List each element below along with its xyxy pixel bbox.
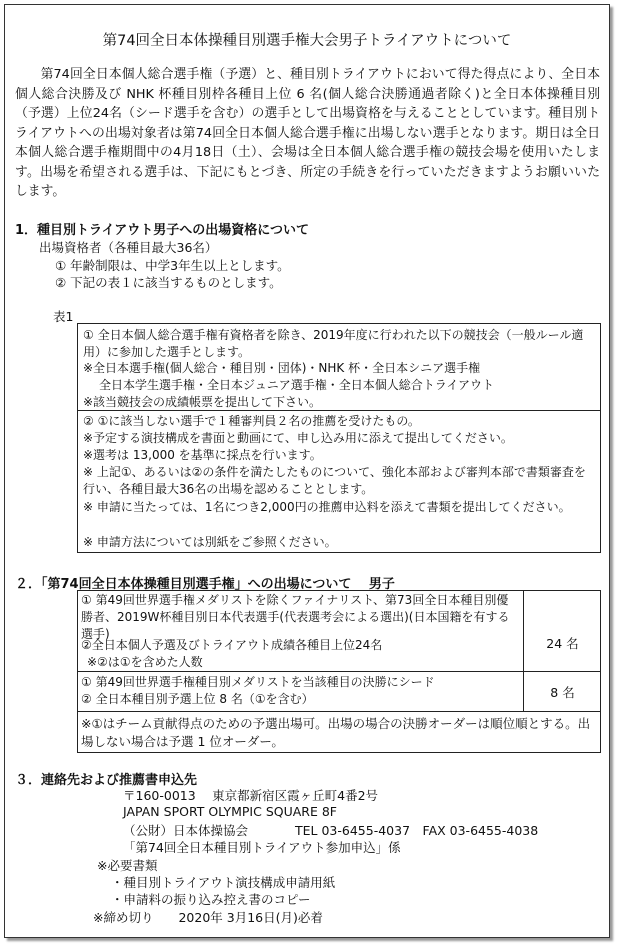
contact-org: （公財）日本体操協会 [123, 823, 249, 838]
table2-rowA-line-3: ※②は①を含めた人数 [87, 655, 203, 669]
table2-note: ※①はチーム貢献得点のための予選出場可。出場の場合の決勝オーダーは順位順とする。出場しない場合は予選 1 位オーダー。 [81, 716, 591, 749]
section1-heading: 1．種目別トライアウト男子への出場資格について [15, 223, 310, 238]
table1-row-3: ※該当競技会の成績帳票を提出して下さい。 [83, 395, 322, 409]
table1-row-9: ※ 申請方法については別紙をご参照ください。 [83, 535, 337, 549]
contact-building: JAPAN SPORT OLYMPIC SQUARE 8F [123, 804, 337, 819]
table2-rowA-count: 24 名 [546, 636, 579, 651]
contact-tel-fax: TEL 03-6455-4037 FAX 03-6455-4038 [295, 823, 539, 838]
eligibility-item-2: ② 下記の表１に該当するものとします。 [55, 275, 282, 290]
table2-rowA-line-2: ②全日本個人予選及びトライアウト成績各種目上位24名 [81, 638, 383, 652]
section2-heading: ２．「第74回全日本体操種目別選手権」への出場について 男子 [15, 577, 395, 592]
required-doc-1: ・種目別トライアウト演技構成申請用紙 [111, 875, 336, 890]
document-page [4, 4, 610, 938]
table1-row-8: ※ 申請に当たっては、1名につき2,000円の推薦申込料を添えて書類を提出してください。 [83, 500, 571, 514]
eligibility-sub: 出場資格者（各種目最大36名） [39, 240, 218, 255]
intro-paragraph: 第74回全日本個人総合選手権（予選）と、種目別トライアウトにおいて得た得点により、全日本個人総合決勝及び NHK 杯種目別枠各種目上位 6 名(個人総合決勝通過者除く)と全日本体操種目別（予選）上位24名（シード選手を含む）の選手として出場資格を与えることとしています。種目別トライアウトへの出場対象者は第74回全日本個人総合選手権に出場しない選手となります。期日は全日本個人総合選手権期間中の4月18日（土）、会場は全日本個人総合選手権の競技会場を使用いたします。出場を希望される選手は、下記にもとづき、所定の手続きを行っていただきますようお願いいたします。 [15, 67, 600, 199]
table1-row-5: ※予定する演技構成を書面と動画にて、申し込み用に添えて提出してください。 [83, 431, 513, 445]
eligibility-item-1: ① 年齢制限は、中学3年生以上とします。 [55, 258, 290, 273]
table1-row-1: ① 全日本個人総合選手権有資格者を除き、2019年度に行われた以下の競技会（一般ルール適用）に参加した選手とします。 [83, 328, 584, 359]
table1-row-4: ② ①に該当しない選手で１種審判員２名の推薦を受けたもの。 [83, 414, 420, 428]
table1-row-6: ※選考は 13,000 を基準に採点を行います。 [83, 448, 322, 462]
table1-label: 表1 [53, 309, 74, 324]
section3-heading: ３．連絡先および推薦書申込先 [15, 773, 198, 788]
contact-postal: 〒160-0013 東京都新宿区霞ヶ丘町4番2号 [123, 788, 379, 803]
table2-hdivider-1 [77, 671, 601, 672]
table2-rowB-line-2: ② 全日本種目別予選上位 8 名（①を含む） [81, 692, 314, 706]
deadline: ※締め切り 2020年 3月16日(月)必着 [93, 910, 323, 925]
required-docs-label: ※必要書類 [97, 858, 158, 873]
table2-hdivider-2 [77, 711, 601, 712]
table2-rowB-line-1: ① 第49回世界選手権種目別メダリストを当該種目の決勝にシード [81, 675, 435, 689]
table1-row-7: ※ 上記①、あるいは②の条件を満たしたものについて、強化本部および審判本部で書類審査を行い、各種目最大36名の出場を認めることとします。 [83, 465, 586, 496]
table2-rowB-count: 8 名 [550, 685, 575, 700]
page-title: 第74回全日本体操種目別選手権大会男子トライアウトについて [102, 33, 512, 49]
required-doc-2: ・申請料の振り込み控え書のコピー [111, 892, 311, 907]
table1-row-2b: 全日本学生選手権・全日本ジュニア選手権・全日本個人総合トライアウト [99, 378, 495, 392]
table1-row-2a: ※全日本選手権(個人総合・種目別・団体)・NHK 杯・全日本シニア選手権 [83, 361, 481, 375]
table2-rowA-line-1: ① 第49回世界選手権メダリストを除くファイナリスト、第73回全日本種目別優勝者、2019W杯種目別日本代表選手(代表選考会による選出)(日本国籍を有する選手) [81, 593, 510, 641]
contact-attn: 「第74回全日本種目別トライアウト参加申込」係 [123, 840, 401, 855]
